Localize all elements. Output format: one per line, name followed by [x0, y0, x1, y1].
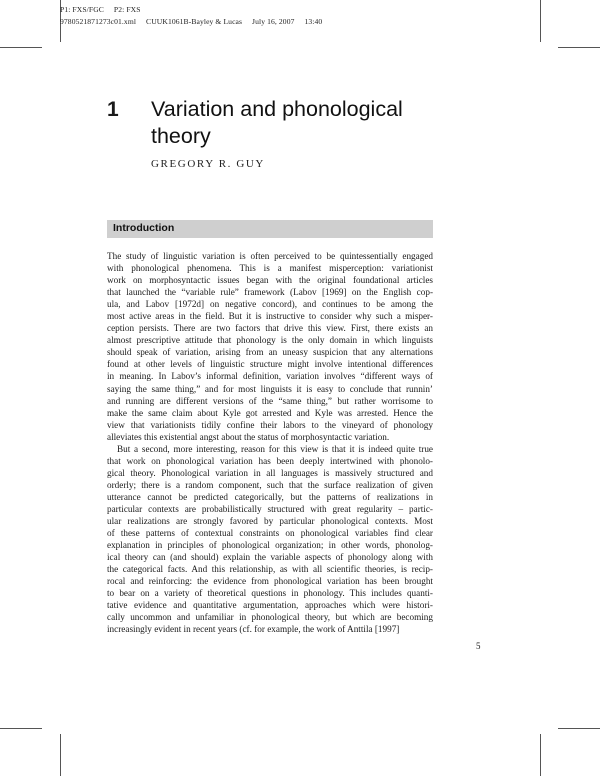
crop-mark-bottom-left-horizontal: [0, 728, 42, 729]
paragraph: [107, 443, 433, 636]
crop-mark-bottom-right-horizontal: [558, 728, 600, 729]
text-line: that work on phonological variation has been deeply intertwined with phonolo-: [107, 455, 433, 466]
text-line: explanation in principles of phonological organization; in other words, phonolog-: [107, 540, 433, 551]
text-line: found at other levels of linguistic structure might involve intentional differences: [107, 359, 433, 370]
section-heading: Introduction: [113, 222, 175, 234]
text-line: alleviates this existential angst about the status of morphosyntactic variation.: [107, 431, 390, 442]
text-line: of these patterns of contextual constraints on phonological variables find clear: [107, 528, 433, 539]
text-line: The study of linguistic variation is often perceived to be quintessentially engaged: [107, 251, 433, 261]
body-text: [107, 250, 433, 636]
text-line: ula, and Labov [1972d] on negative concord), and continues to be among the: [107, 299, 433, 310]
crop-mark-top-left-horizontal: [0, 47, 42, 48]
paragraph: [107, 250, 433, 443]
text-line: particular contexts are probabilistically structured with great regularity – partic-: [107, 503, 433, 514]
text-line: increasingly evident in recent years (cf. for example, the work of Anttila [1997]: [107, 624, 400, 635]
text-line: the categorical facts. And this relationship, as with all scientific theories, is recip-: [107, 564, 433, 575]
page-number: 5: [476, 641, 481, 651]
text-line: But a second, more interesting, reason for this view is that it is indeed quite true: [117, 443, 433, 454]
text-line: that launched the “variable rule” framework (Labov [1969] on the English cop-: [107, 287, 433, 298]
text-line: to bear on a variety of theoretical questions in phonology. This includes quanti-: [107, 588, 433, 599]
text-line: saying the same thing,” and for most linguists it is easy to conclude that runnin’: [107, 383, 433, 394]
text-line: and running are different versions of the “same thing,” but rather worrisome to: [107, 395, 433, 406]
text-line: make the same claim about Kyle got arrested and Kyle was arrested. Hence the: [107, 407, 433, 418]
chapter-number: 1: [107, 98, 119, 121]
text-line: ical theory can (and should) explain the variable aspects of phonology along with: [107, 552, 433, 563]
text-line: orderly; there is a random component, such that the surface realization of given: [107, 479, 433, 490]
text-line: cally uncommon and unfamiliar in phonological theory, but which are becoming: [107, 612, 433, 623]
chapter-author: GREGORY R. GUY: [151, 158, 265, 170]
text-line: gical theory. Phonological variation in all languages is massively structured and: [107, 467, 433, 478]
text-line: ception persists. There are two factors that drive this view. First, there exists an: [107, 323, 433, 334]
chapter-title: [151, 96, 471, 150]
crop-mark-top-right-vertical: [540, 0, 541, 42]
crop-mark-bottom-right-vertical: [540, 734, 541, 776]
section-heading-bar: [107, 220, 433, 238]
text-line: ular realizations are strongly favored by particular phonological contexts. Most: [107, 516, 433, 527]
text-line: should speak of variation, arising from an uneasy suspicion that any alternations: [107, 347, 433, 358]
text-line: view that variationists tidily confine their labors to the vineyard of phonology: [107, 419, 433, 430]
chapter-title-line-2: theory: [151, 124, 211, 148]
text-line: most active areas in the field. But it is instructive to consider why such a misper-: [107, 311, 433, 322]
crop-mark-bottom-left-vertical: [60, 734, 61, 776]
print-header-line-1: P1: FXS/FGC P2: FXS: [60, 5, 141, 14]
text-line: in meaning. In Labov’s informal definition, variation involves “different ways of: [107, 371, 433, 382]
text-line: rocal and reinforcing: the evidence from phonological variation has been brought: [107, 576, 433, 587]
text-line: work on morphosyntactic issues began with the original foundational articles: [107, 275, 433, 286]
print-header-line-2: 9780521871273c01.xml CUUK1061B-Bayley & Lucas July 16, 2007 13:40: [60, 17, 323, 26]
crop-mark-top-right-horizontal: [558, 47, 600, 48]
text-line: almost prescriptive attitude that phonology is the only domain in which linguists: [107, 335, 433, 346]
chapter-title-line-1: Variation and phonological: [151, 97, 403, 121]
text-line: with phonological phenomena. This is a manifest misperception: variationist: [107, 263, 433, 274]
text-line: tative evidence and quantitative argumentation, approaches which were histori-: [107, 600, 433, 611]
text-line: utterance cannot be predicted categorically, but the patterns of realizations in: [107, 491, 433, 502]
